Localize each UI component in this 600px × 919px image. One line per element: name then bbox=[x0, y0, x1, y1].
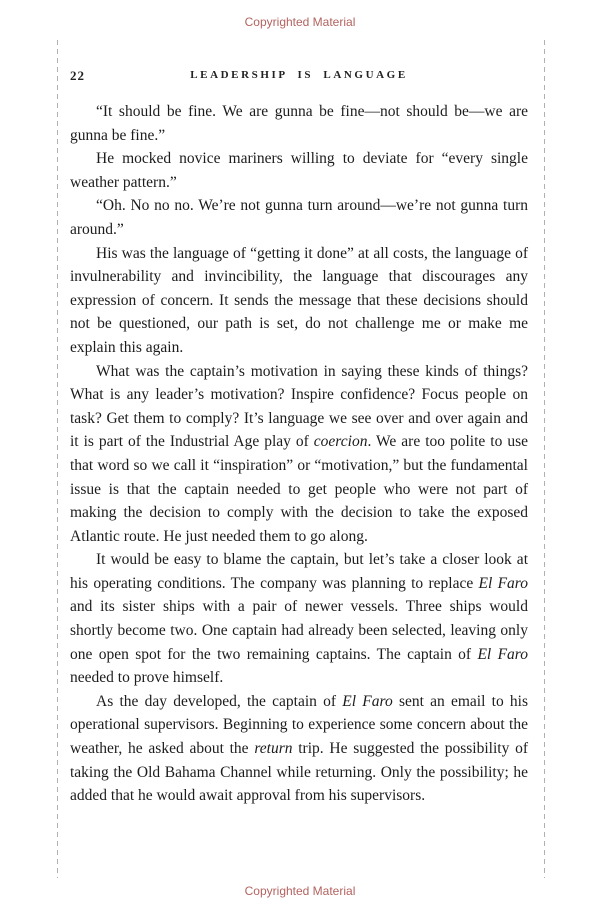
text-segment: It would be easy to blame the captain, but let’s take a closer look at his operating conditions. The company was planning to replace bbox=[70, 551, 528, 592]
text-segment: “Oh. No no no. We’re not gunna turn around—we’re not gunna turn around.” bbox=[70, 197, 528, 238]
text-segment: trip. He suggested the possibility of taking the Old Bahama Channel while returning. Only the possibility; he added that he would await approval from his supervisors. bbox=[70, 740, 528, 805]
text-segment: As the day developed, the captain of bbox=[96, 692, 343, 710]
running-title: LEADERSHIP IS LANGUAGE bbox=[190, 69, 408, 81]
text-segment: and its sister ships with a pair of newer vessels. Three ships would shortly become two. One captain had already been selected, leaving only one open spot for the two remaining captains. The captain of bbox=[70, 598, 528, 663]
page-border-right-dashed bbox=[544, 40, 545, 878]
paragraph bbox=[70, 690, 528, 808]
paragraph bbox=[70, 360, 528, 549]
text-segment: “It should be fine. We are gunna be fine—not should be—we are gunna be fine.” bbox=[70, 103, 528, 144]
text-segment: . We are too polite to use that word so we call it “inspiration” or “motivation,” but the fundamental issue is that the captain needed to get people who were not part of making the decision to comply with the decision to take the exposed Atlantic route. He just needed them to go along. bbox=[70, 433, 529, 545]
italic-text: El Faro bbox=[477, 645, 529, 663]
text-segment: He mocked novice mariners willing to deviate for “every single weather pattern.” bbox=[70, 150, 528, 191]
paragraph bbox=[70, 242, 528, 360]
copyright-banner-bottom: Copyrighted Material bbox=[244, 884, 356, 898]
body-text bbox=[70, 100, 528, 808]
italic-text: El Faro bbox=[342, 692, 393, 710]
text-segment: sent an email to his operational supervisors. Beginning to experience some concern about the weather, he asked about the bbox=[70, 692, 529, 758]
paragraph bbox=[70, 147, 528, 194]
page-border-left-dashed bbox=[57, 40, 58, 878]
paragraph bbox=[70, 100, 528, 147]
page-number: 22 bbox=[70, 68, 85, 83]
text-segment: His was the language of “getting it done” at all costs, the language of invulnerability and invincibility, the language that discourages any expression of concern. It sends the message that these decisions should not be questioned, our path is set, do not challenge me or make me explain this again. bbox=[70, 244, 528, 356]
copyright-banner-top: Copyrighted Material bbox=[244, 15, 356, 29]
book-page-content bbox=[70, 66, 528, 808]
italic-text: coercion bbox=[313, 433, 368, 451]
paragraph bbox=[70, 194, 528, 241]
italic-text: El Faro bbox=[478, 574, 528, 592]
text-segment: needed to prove himself. bbox=[70, 669, 224, 687]
running-head bbox=[70, 66, 528, 86]
text-segment: What was the captain’s motivation in saying these kinds of things? What is any leader’s motivation? Inspire confidence? Focus people on task? Get them to comply? It’s language we see over and over again and it is part of the Industrial Age play of bbox=[70, 362, 528, 451]
italic-text: return bbox=[254, 740, 293, 758]
paragraph bbox=[70, 548, 528, 690]
